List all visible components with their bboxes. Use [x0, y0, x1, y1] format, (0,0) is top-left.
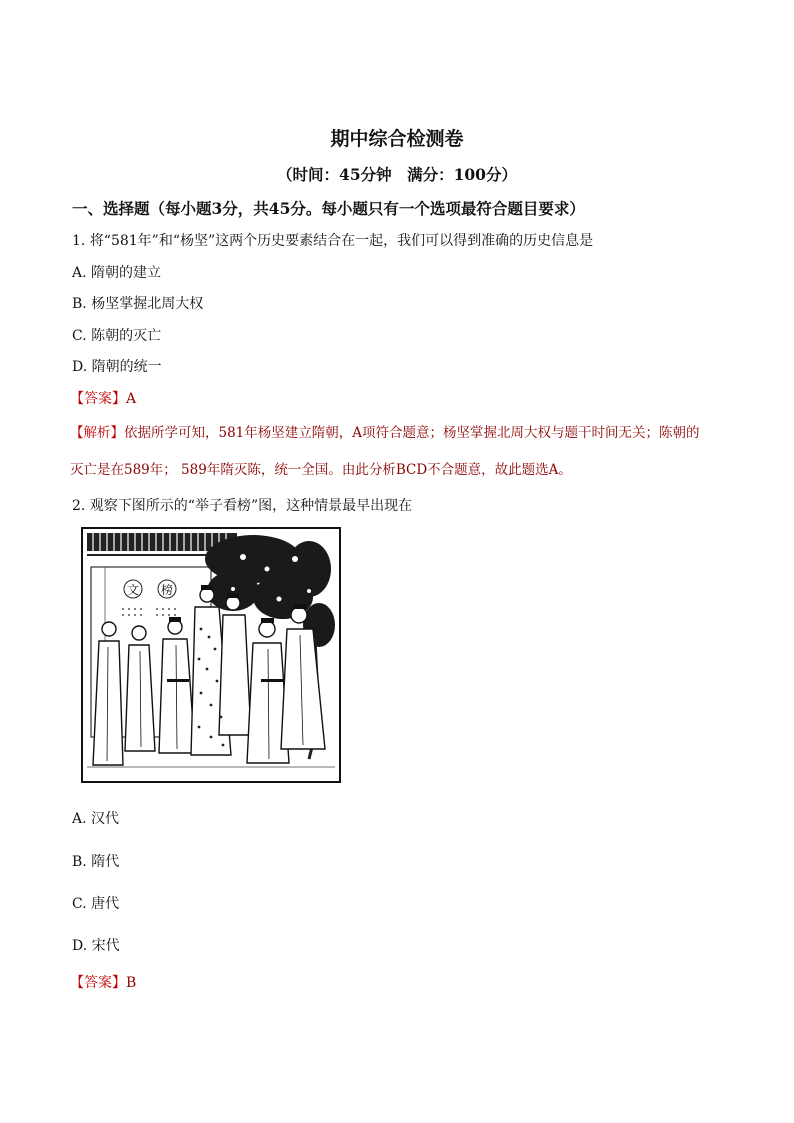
question-1-analysis-line-2: 灭亡是在589年； 589年隋灭陈，统一全国。由此分析BCD不合题意，故此题选A。	[70, 462, 572, 478]
question-1-analysis-line-1	[70, 421, 700, 441]
answer-value: B	[126, 975, 137, 991]
analysis-text: 依据所学可知，581年杨坚建立隋朝，A项符合题意；杨坚掌握北周大权与题干时间无关；陈朝的	[124, 425, 700, 441]
exam-info: （时间：45分钟 满分：100分）	[277, 165, 517, 184]
question-2-option-d: D. 宋代	[72, 938, 120, 954]
question-1-option-c: C. 陈朝的灭亡	[72, 328, 162, 344]
answer-label: 【答案】	[70, 975, 126, 991]
question-2-option-b: B. 隋代	[72, 854, 120, 870]
question-2-option-a: A. 汉代	[72, 811, 120, 827]
question-1-stem: 1. 将“581年”和“杨坚”这两个历史要素结合在一起，我们可以得到准确的历史信息是	[72, 233, 594, 249]
question-2-stem: 2. 观察下图所示的“举子看榜”图，这种情景最早出现在	[72, 498, 413, 514]
question-1-option-b: B. 杨坚掌握北周大权	[72, 296, 204, 312]
answer-value: A	[126, 391, 137, 407]
question-1-option-a: A. 隋朝的建立	[72, 265, 162, 281]
section-heading: 一、选择题（每小题3分，共45分。每小题只有一个选项最符合题目要求）	[72, 199, 585, 218]
exam-results-illustration	[81, 527, 341, 783]
question-1-answer	[70, 388, 136, 408]
question-2-option-c: C. 唐代	[72, 896, 120, 912]
question-1-option-d: D. 隋朝的统一	[72, 359, 162, 375]
question-2-answer	[70, 972, 136, 992]
scholars-viewing-list-drawing	[83, 529, 339, 781]
page-title: 期中综合检测卷	[330, 128, 464, 150]
analysis-label: 【解析】	[70, 425, 124, 441]
wall-character-1: 文	[126, 583, 140, 597]
answer-label: 【答案】	[70, 391, 126, 407]
wall-character-2: 榜	[160, 583, 174, 597]
